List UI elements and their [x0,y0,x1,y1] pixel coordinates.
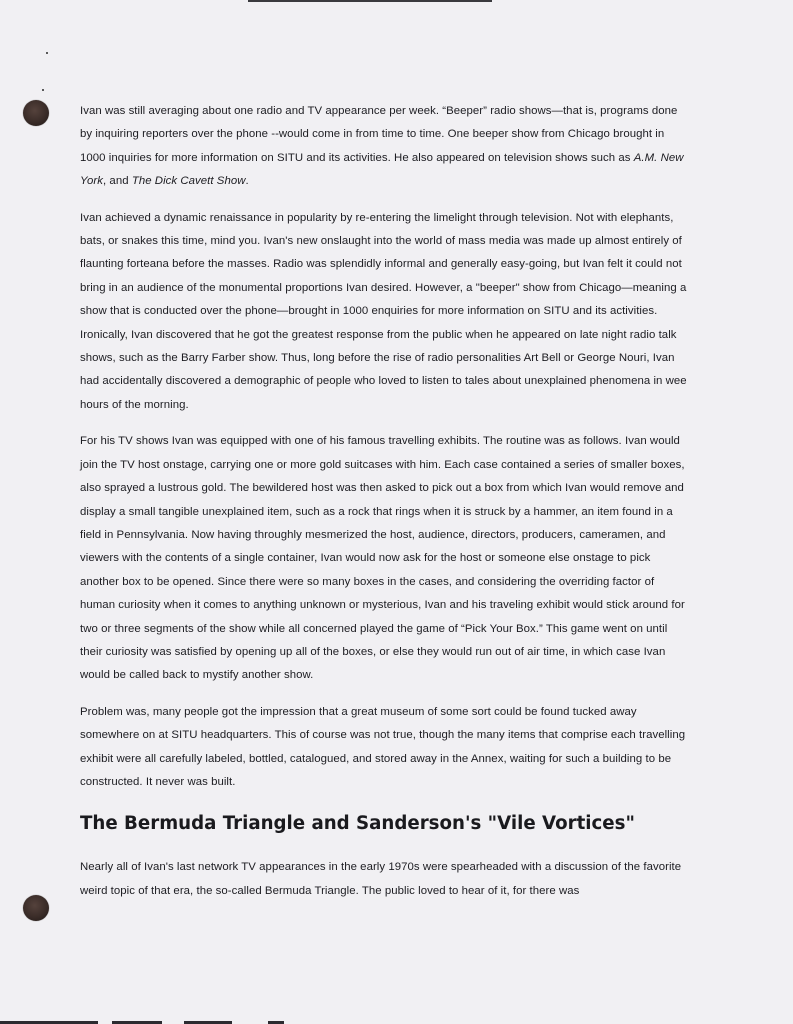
section-heading: The Bermuda Triangle and Sanderson's "Vile Vortices" [80,813,635,835]
paragraph-5 [80,856,690,903]
paragraph-1 [80,100,690,194]
p3-text: For his TV shows Ivan was equipped with one of his famous travelling exhibits. The routine was as follows. Ivan would join the TV host onstage, carrying one or more gold suitcases with him. Each case contained a series of smaller boxes, also sprayed a lustrous gold. The bewildered host was then asked to pick out a box from which Ivan would remove and display a small tangible unexplained item, such as a rock that rings when it is struck by a hammer, an item found in a field in Pennsylvania. Now having throughly mesmerized the host, audience, directors, producers, cameramen, and viewers with the contents of a single container, Ivan would now ask for the host or someone else onstage to pick another box to be opened. Since there were so many boxes in the cases, and considering the overriding factor of human curiosity when it comes to anything unknown or mysterious, Ivan and his traveling exhibit would stick around for two or three segments of the show while all concerned played the game of “Pick Your Box.” This game went on until their curiosity was satisfied by opening up all of the boxes, or else they would run out of air time, in which case Ivan would be called back to mystify another show. [80,435,685,682]
document-body [80,100,690,916]
bottom-edge-marks [0,1018,793,1024]
paragraph-3 [80,430,690,687]
binder-hole-bottom [23,895,49,921]
p1-text-3: . [245,175,249,188]
p1-show-dick-cavett: The Dick Cavett Show [131,175,246,188]
p4-text: Problem was, many people got the impression that a great museum of some sort could be found tucked away somewhere on at SITU headquarters. This of course was not true, though the many items that comprise each travelling exhibit were all carefully labeled, bottled, catalogued, and stored away in the Annex, waiting for such a building to be constructed. It never was built. [80,705,686,788]
paragraph-2 [80,207,690,418]
paper-speck [46,52,48,54]
binder-hole-top [23,100,49,126]
top-rule [248,0,492,2]
p5-text: Nearly all of Ivan's last network TV appearances in the early 1970s were spearheaded with a discussion of the favorite weird topic of that era, the so-called Bermuda Triangle. The public loved to hear of it, for there was [80,861,682,897]
paper-speck [42,89,44,91]
p1-show-am-new-york: A.M. New York [80,151,684,188]
p1-text-1: Ivan was still averaging about one radio and TV appearance per week. “Beeper” radio shows—that is, programs done by inquiring reporters over the phone --would come in from time to time. One beeper show from Chicago brought in 1000 inquiries for more information on SITU and its activities. He also appeared on television shows such as [80,105,678,164]
p1-text-2: , and [103,175,132,188]
p2-text: Ivan achieved a dynamic renaissance in popularity by re-entering the limelight through television. Not with elephants, bats, or snakes this time, mind you. Ivan's new onslaught into the world of mass media was made up almost entirely of flaunting forteana before the masses. Radio was splendidly informal and generally easy-going, but Ivan felt it could not bring in an audience of the monumental proportions Ivan desired. However, a "beeper" show from Chicago—meaning a show that is conducted over the phone—brought in 1000 enquiries for more information on SITU and its activities. Ironically, Ivan discovered that he got the greatest response from the public when he appeared on late night radio talk shows, such as the Barry Farber show. Thus, long before the rise of radio personalities Art Bell or George Nouri, Ivan had accidentally discovered a demographic of people who loved to listen to tales about unexplained phenomena in wee hours of the morning. [80,211,687,411]
paragraph-4 [80,701,690,795]
